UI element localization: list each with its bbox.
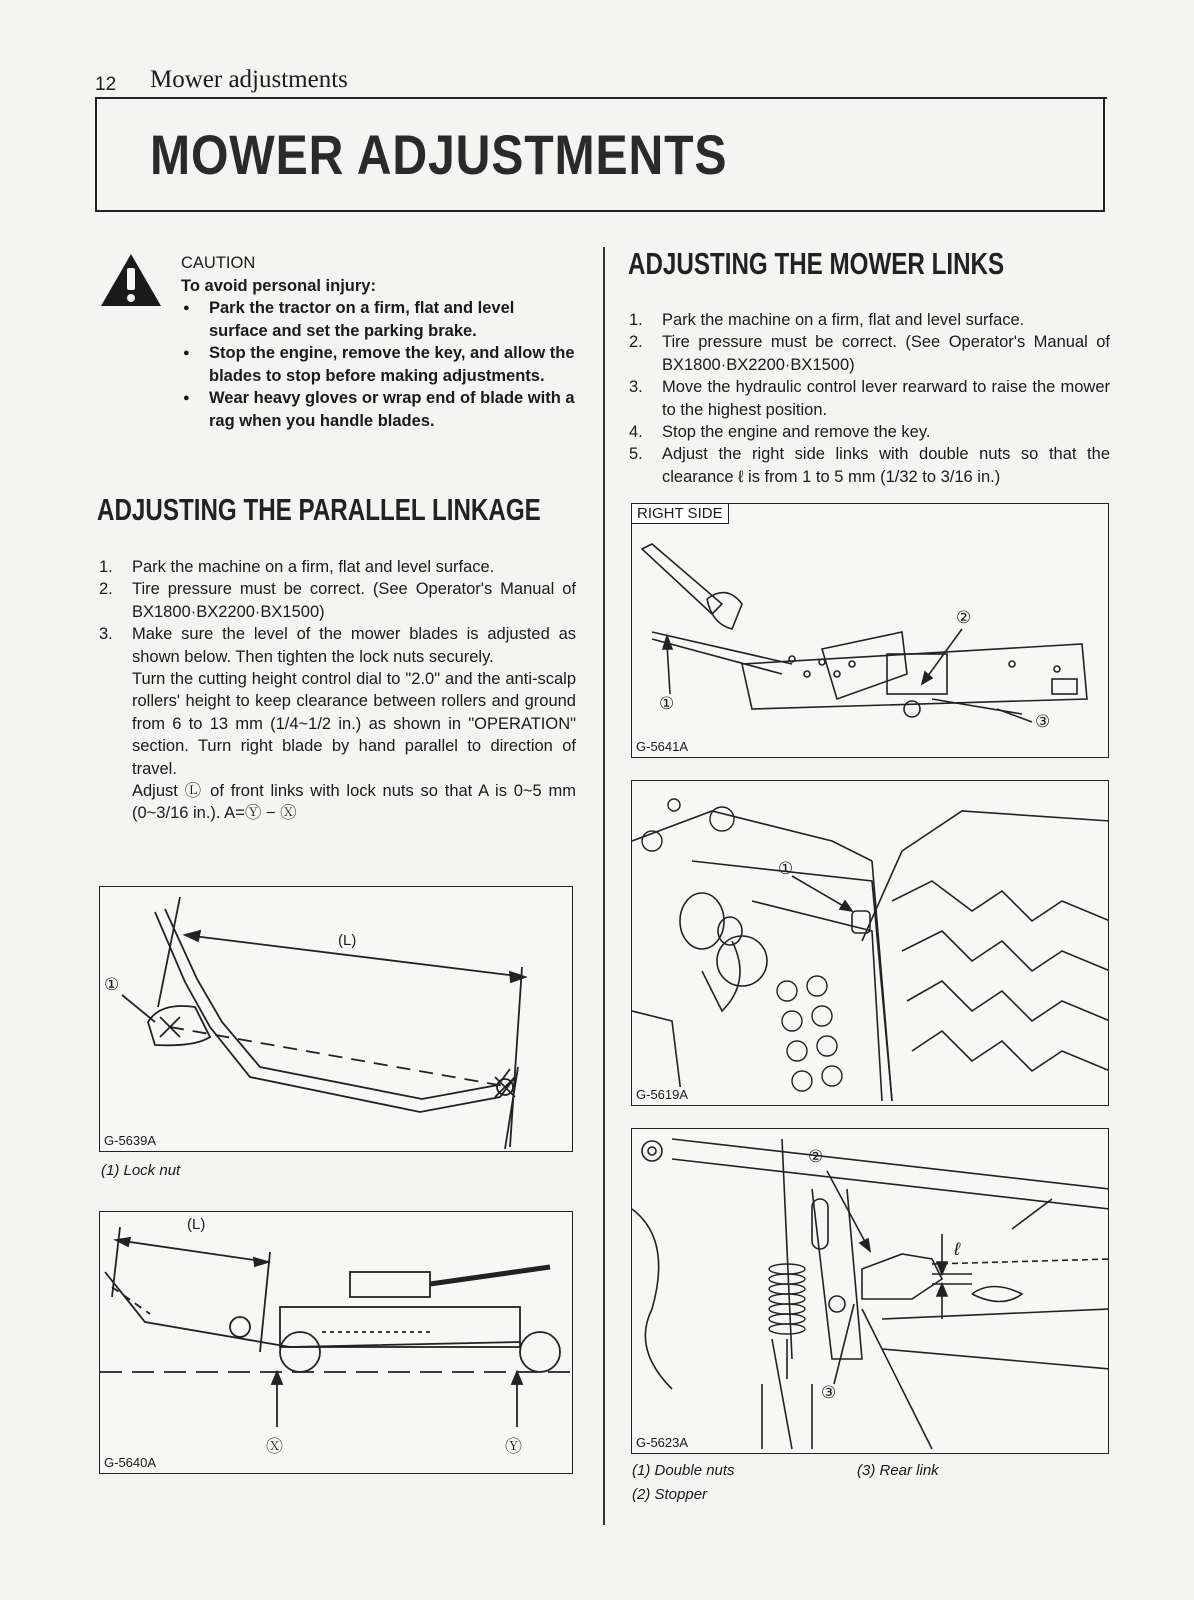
step-item (629, 331, 1110, 376)
step-number: 2. (629, 333, 643, 352)
figure-linkage-side (99, 1211, 573, 1474)
step-item (629, 376, 1110, 421)
caption-stopper: (2) Stopper (632, 1486, 708, 1503)
caption-double-nuts: (1) Double nuts (632, 1462, 735, 1479)
step-item (629, 421, 1110, 443)
caution-item: ● Stop the engine, remove the key, and allow the blades to stop before making adjustments. (181, 342, 577, 387)
step-paragraph: Turn the cutting height control dial to "2.0" and the anti-scalp rollers' height to keep clearance between rollers and ground from 6 to 13 mm (1/4~1/2 in.) as shown in "OPERATION" section. Turn right blade by hand parallel to direction of travel. (132, 670, 576, 778)
figure-rear-link (631, 1128, 1109, 1454)
figure-code: G-5640A (104, 1455, 157, 1470)
figure-code: G-5623A (636, 1435, 689, 1450)
step-text: Tire pressure must be correct. (See Operator's Manual of BX1800·BX2200·BX1500) (132, 580, 576, 621)
right-side-label: RIGHT SIDE (632, 504, 729, 524)
step-number: 2. (99, 580, 113, 599)
step-number: 3. (99, 625, 113, 644)
step-item (629, 443, 1110, 488)
figure-code: G-5619A (636, 1087, 689, 1102)
parallel-linkage-heading: ADJUSTING THE PARALLEL LINKAGE (97, 492, 541, 527)
caution-block (181, 252, 577, 432)
caution-item: ● Park the tractor on a firm, flat and level surface and set the parking brake. (181, 297, 577, 342)
figure-caption: (1) Lock nut (101, 1162, 181, 1179)
label-L: (L) (338, 932, 357, 949)
step-item (629, 309, 1110, 331)
caution-item: ● Wear heavy gloves or wrap end of blade with a rag when you handle blades. (181, 387, 577, 432)
step-number: 3. (629, 378, 643, 397)
column-divider (603, 247, 605, 1525)
step-paragraph: Adjust Ⓛ of front links with lock nuts so that A is 0~5 mm (0~3/16 in.). A=Ⓨ − Ⓧ (132, 782, 576, 823)
step-text: Make sure the level of the mower blades is adjusted as shown below. Then tighten the lock nuts securely. (132, 625, 576, 666)
caution-list (181, 297, 577, 432)
callout-3: ③ (1035, 712, 1051, 731)
callout-2: ② (808, 1147, 824, 1166)
step-item (99, 578, 576, 623)
rear-link-drawing (632, 1129, 1109, 1454)
label-X: Ⓧ (266, 1437, 283, 1456)
step-text: Tire pressure must be correct. (See Operator's Manual of BX1800·BX2200·BX1500) (662, 333, 1110, 374)
figure-front-link (631, 780, 1109, 1106)
step-text: Adjust the right side links with double nuts so that the clearance ℓ is from 1 to 5 mm (1/32 to 3/16 in.) (662, 445, 1110, 486)
step-item (99, 623, 576, 668)
callout-2: ② (956, 608, 972, 627)
label-L: (L) (187, 1216, 206, 1233)
figure-lock-nut (99, 886, 573, 1152)
figure-code: G-5641A (636, 739, 689, 754)
callout-1: ① (104, 975, 120, 994)
figure-right-side (631, 503, 1109, 758)
label-Y: Ⓨ (505, 1437, 522, 1456)
mower-links-heading: ADJUSTING THE MOWER LINKS (628, 246, 1005, 281)
step-text: Park the machine on a firm, flat and level surface. (132, 558, 495, 576)
callout-1: ① (659, 694, 675, 713)
mower-links-steps (629, 309, 1110, 488)
step-number: 5. (629, 445, 643, 464)
step-text: Park the machine on a firm, flat and level surface. (662, 311, 1025, 329)
front-link-drawing (632, 781, 1109, 1106)
page-title: MOWER ADJUSTMENTS (150, 123, 728, 186)
section-title: Mower adjustments (150, 66, 348, 93)
linkage-side-drawing (100, 1212, 573, 1474)
callout-1: ① (778, 859, 794, 878)
step-number: 4. (629, 423, 643, 442)
step-text: Move the hydraulic control lever rearward to raise the mower to the highest position. (662, 378, 1110, 419)
clearance-symbol: ℓ (954, 1239, 960, 1259)
step-number: 1. (99, 558, 113, 576)
step-number: 1. (629, 311, 643, 329)
warning-icon (99, 252, 163, 308)
page-number: 12 (95, 74, 117, 95)
caution-label: CAUTION (181, 254, 256, 272)
caution-intro: To avoid personal injury: (181, 276, 376, 295)
figure-code: G-5639A (104, 1133, 157, 1148)
step-text: Stop the engine and remove the key. (662, 423, 931, 442)
parallel-linkage-steps (99, 556, 576, 825)
caption-rear-link: (3) Rear link (857, 1462, 939, 1479)
callout-3: ③ (821, 1383, 837, 1402)
step-item (99, 556, 576, 578)
linkage-top-drawing (100, 887, 573, 1152)
